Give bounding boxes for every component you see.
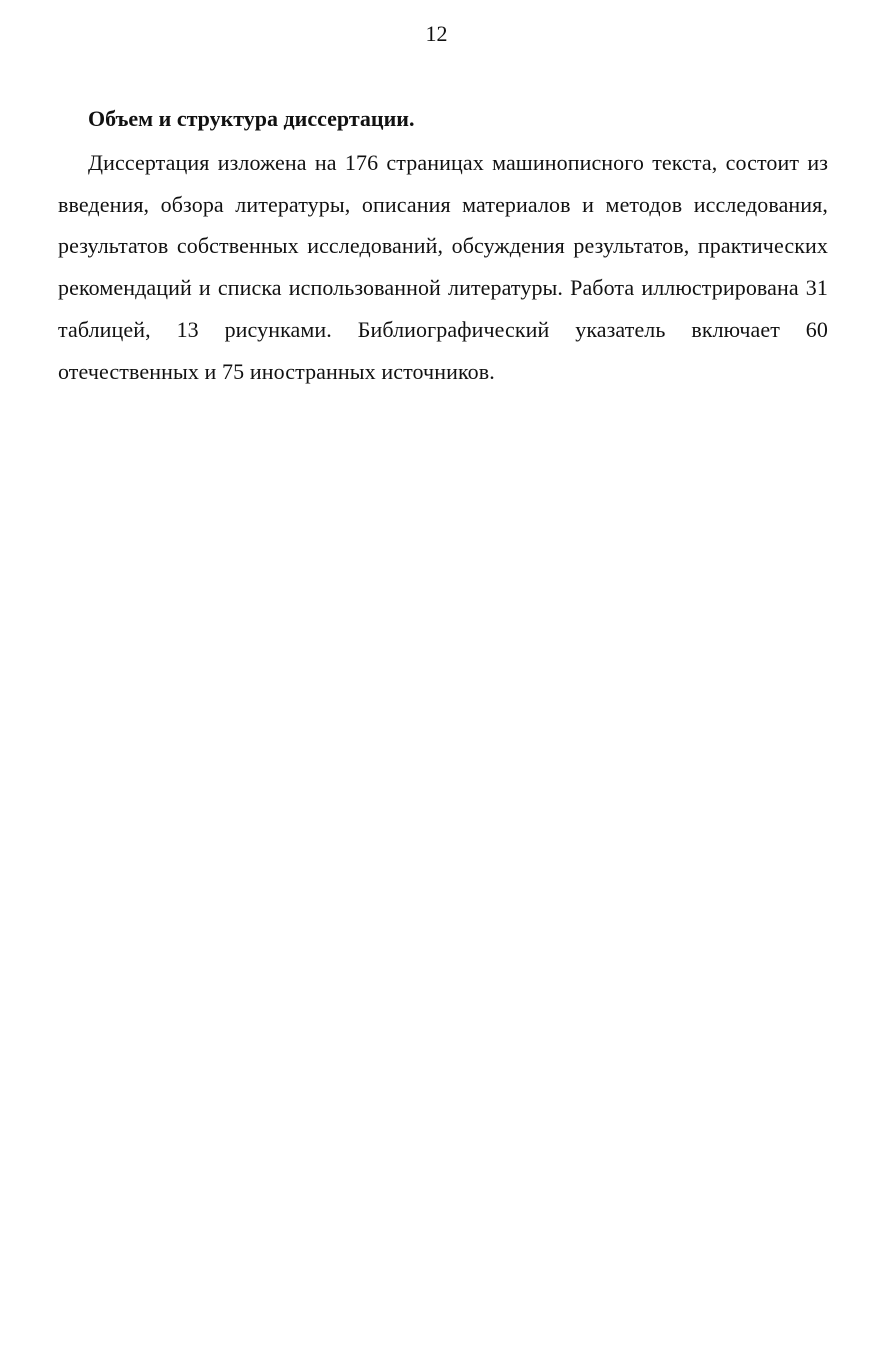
section-heading: Объем и структура диссертации. — [88, 106, 415, 131]
section-paragraph: Диссертация изложена на 176 страницах машинописного текста, состоит из введения, обзора литературы, описания материалов и методов исследования, результатов собственных исследований, обсуждения результатов, практических рекомендаций и списка использованной литературы. Работа иллюстрирована 31 таблицей, 13 рисунками. Библиографический указатель включает 60 отечественных и 75 иностранных источников. — [58, 150, 828, 384]
section-content — [58, 100, 828, 392]
page-number: 12 — [425, 21, 448, 46]
